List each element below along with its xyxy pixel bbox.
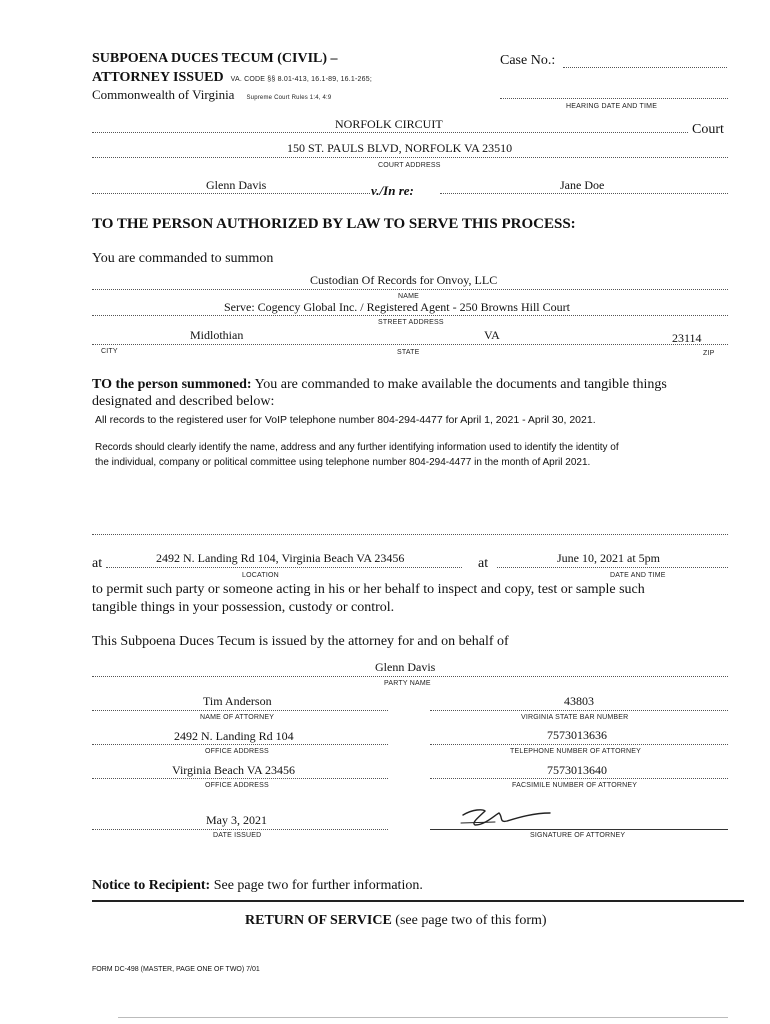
party-name-caption: PARTY NAME <box>384 680 431 687</box>
plaintiff-field[interactable] <box>92 193 370 194</box>
bar-number-caption: VIRGINIA STATE BAR NUMBER <box>521 714 629 721</box>
records-description-2a: Records should clearly identify the name, address and any further identifying information used to identify the identity of <box>95 442 619 453</box>
location-field[interactable] <box>106 567 462 568</box>
bar-number-field[interactable] <box>430 710 728 711</box>
records-description-1: All records to the registered user for VoIP telephone number 804-294-4477 for April 1, 2021 - April 30, 2021. <box>95 414 596 426</box>
street-address-field[interactable] <box>92 315 728 316</box>
city-value: Midlothian <box>190 328 244 342</box>
hearing-date-field[interactable] <box>500 98 728 99</box>
location-value: 2492 N. Landing Rd 104, Virginia Beach VA 23456 <box>156 551 405 565</box>
court-name-field[interactable] <box>92 132 688 133</box>
signature-line[interactable] <box>430 829 728 830</box>
datetime-caption: DATE AND TIME <box>610 572 666 579</box>
return-text: (see page two of this form) <box>395 913 547 928</box>
summoned-text-line2: designated and described below: <box>92 394 275 409</box>
records-end-line <box>92 534 728 535</box>
street-address-caption: STREET ADDRESS <box>378 319 444 326</box>
office-address-1-caption: OFFICE ADDRESS <box>205 748 269 755</box>
court-address-field[interactable] <box>92 157 728 158</box>
rules-reference: Supreme Court Rules 1:4, 4:9 <box>246 95 332 101</box>
defendant-name: Jane Doe <box>560 178 605 192</box>
defendant-field[interactable] <box>440 193 728 194</box>
summoned-paragraph <box>92 377 667 393</box>
office-address-2-caption: OFFICE ADDRESS <box>205 782 269 789</box>
phone-field[interactable] <box>430 744 728 745</box>
hearing-date-caption: HEARING DATE AND TIME <box>566 103 658 110</box>
return-lead: RETURN OF SERVICE <box>245 913 392 928</box>
office-address-2-field[interactable] <box>92 778 388 779</box>
state-value: VA <box>484 328 500 342</box>
attorney-name: Tim Anderson <box>203 694 272 708</box>
court-address-caption: COURT ADDRESS <box>378 162 441 169</box>
zip-value: 23114 <box>672 331 702 345</box>
fax-caption: FACSIMILE NUMBER OF ATTORNEY <box>512 782 638 789</box>
phone-caption: TELEPHONE NUMBER OF ATTORNEY <box>510 748 641 755</box>
datetime-value: June 10, 2021 at 5pm <box>557 551 660 565</box>
phone-number: 7573013636 <box>547 728 607 742</box>
office-address-1-field[interactable] <box>92 744 388 745</box>
notice-lead: Notice to Recipient: <box>92 878 211 893</box>
fax-number: 7573013640 <box>547 763 607 777</box>
form-title-row2 <box>92 68 372 86</box>
recipient-name: Custodian Of Records for Onvoy, LLC <box>310 273 498 287</box>
notice-text: See page two for further information. <box>213 878 423 893</box>
party-name: Glenn Davis <box>375 660 436 674</box>
return-of-service-row <box>245 913 547 929</box>
commonwealth-row <box>92 86 331 104</box>
code-reference: VA. CODE §§ 8.01-413, 16.1-89, 16.1-265; <box>230 76 372 83</box>
city-state-zip-field[interactable] <box>92 344 728 345</box>
attorney-name-caption: NAME OF ATTORNEY <box>200 714 275 721</box>
at-label-2: at <box>478 556 489 571</box>
summon-command: You are commanded to summon <box>92 251 274 266</box>
recipient-name-field[interactable] <box>92 289 728 290</box>
issued-statement: This Subpoena Duces Tecum is issued by the attorney for and on behalf of <box>92 634 509 649</box>
serve-heading: TO THE PERSON AUTHORIZED BY LAW TO SERVE THIS PROCESS: <box>92 216 576 232</box>
attorney-name-field[interactable] <box>92 710 388 711</box>
city-caption: CITY <box>101 348 118 355</box>
office-address-1: 2492 N. Landing Rd 104 <box>174 729 294 743</box>
court-address: 150 ST. PAULS BLVD, NORFOLK VA 23510 <box>287 141 513 155</box>
versus-label: v./In re: <box>371 183 414 198</box>
fax-field[interactable] <box>430 778 728 779</box>
bar-number: 43803 <box>564 694 594 708</box>
zip-caption: ZIP <box>703 350 715 357</box>
bottom-rule <box>118 1017 728 1018</box>
date-issued: May 3, 2021 <box>206 813 267 827</box>
return-divider <box>92 900 744 902</box>
form-title <box>92 51 338 67</box>
signature-caption: SIGNATURE OF ATTORNEY <box>530 832 626 839</box>
state-caption: STATE <box>397 349 420 356</box>
court-name: NORFOLK CIRCUIT <box>335 117 443 131</box>
location-caption: LOCATION <box>242 572 279 579</box>
permit-line2: tangible things in your possession, custody or control. <box>92 600 395 615</box>
form-title-line1: SUBPOENA DUCES TECUM (CIVIL) – <box>92 51 338 66</box>
summoned-lead: TO the person summoned: <box>92 377 252 392</box>
court-label: Court <box>692 122 724 137</box>
records-description-2b: the individual, company or political committee using telephone number 804-294-4477 in the month of April 2021. <box>95 457 591 468</box>
form-identifier: FORM DC-498 (MASTER, PAGE ONE OF TWO) 7/01 <box>92 966 260 973</box>
permit-line1: to permit such party or someone acting in his or her behalf to inspect and copy, test or sample such <box>92 582 645 597</box>
party-name-field[interactable] <box>92 676 728 677</box>
summoned-text-line1: You are commanded to make available the documents and tangible things <box>254 377 667 392</box>
commonwealth-label: Commonwealth of Virginia <box>92 87 235 102</box>
notice-row <box>92 878 423 894</box>
street-address: Serve: Cogency Global Inc. / Registered Agent - 250 Browns Hill Court <box>224 300 570 314</box>
at-label-1: at <box>92 556 103 571</box>
date-issued-field[interactable] <box>92 829 388 830</box>
recipient-name-caption: NAME <box>398 293 420 300</box>
case-number-label: Case No.: <box>500 53 556 68</box>
plaintiff-name: Glenn Davis <box>206 178 267 192</box>
datetime-field[interactable] <box>497 567 728 568</box>
case-number-field[interactable] <box>563 67 727 68</box>
form-title-line2: ATTORNEY ISSUED <box>92 70 224 85</box>
date-issued-caption: DATE ISSUED <box>213 832 262 839</box>
office-address-2: Virginia Beach VA 23456 <box>172 763 295 777</box>
